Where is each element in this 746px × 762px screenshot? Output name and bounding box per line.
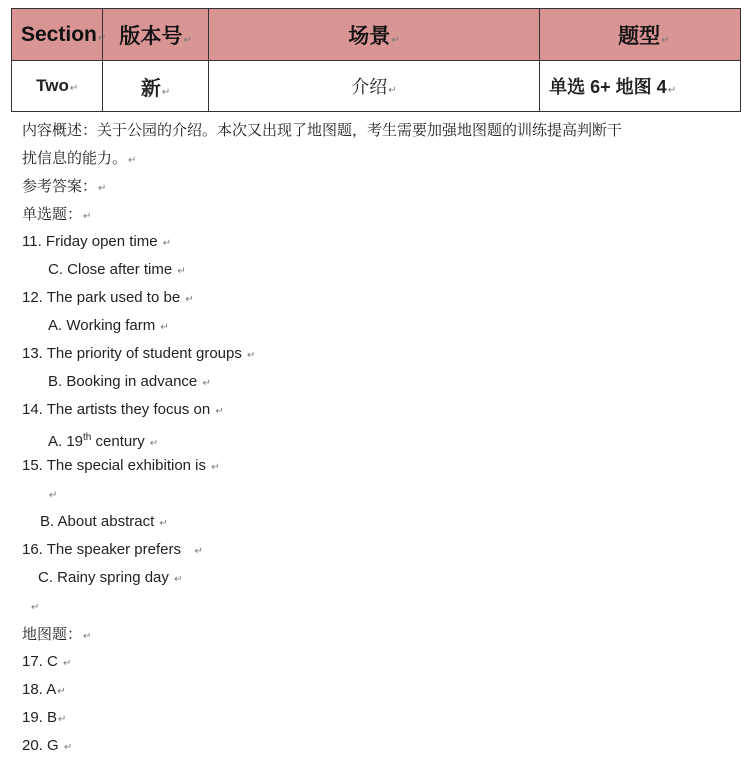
map-title: 地图题：↵: [22, 625, 92, 643]
cell-version: 新↵: [103, 61, 208, 112]
answers-title: 参考答案：↵: [22, 177, 107, 195]
empty-paragraph: ↵: [49, 490, 58, 501]
answer-12: A. Working farm ↵: [48, 317, 169, 334]
question-15: 15. The special exhibition is ↵: [22, 457, 220, 474]
single-choice-title: 单选题：↵: [22, 205, 92, 223]
header-scene: 场景↵: [208, 9, 539, 61]
table-row: [12, 61, 741, 112]
map-answer-18: 18. A↵: [22, 681, 66, 698]
question-12: 12. The park used to be ↵: [22, 289, 194, 306]
question-11: 11. Friday open time ↵: [22, 233, 172, 250]
info-table: [11, 8, 741, 112]
answer-13: B. Booking in advance ↵: [48, 373, 211, 390]
question-13: 13. The priority of student groups ↵: [22, 345, 256, 362]
cell-type: 单选 6+ 地图 4↵: [540, 61, 741, 112]
answer-16: C. Rainy spring day ↵: [38, 569, 183, 586]
map-answer-20: 20. G ↵: [22, 737, 73, 754]
header-version: 版本号↵: [103, 9, 208, 61]
answer-15: B. About abstract ↵: [40, 513, 168, 530]
answer-content: [22, 116, 722, 760]
map-answer-17: 17. C ↵: [22, 653, 72, 670]
empty-paragraph: ↵: [31, 602, 40, 613]
question-16: 16. The speaker prefers ↵: [22, 541, 203, 558]
summary-line: 内容概述：关于公园的介绍。本次又出现了地图题，考生需要加强地图题的训练提高判断干: [22, 121, 623, 139]
table-header-row: [12, 9, 741, 61]
header-type: 题型↵: [540, 9, 741, 61]
cell-scene: 介绍↵: [208, 61, 539, 112]
answer-11: C. Close after time ↵: [48, 261, 186, 278]
answer-14: A. 19th century ↵: [48, 432, 159, 450]
map-answer-19: 19. B↵: [22, 709, 67, 726]
cell-section: Two↵: [12, 61, 103, 112]
summary-line: 扰信息的能力。↵: [22, 149, 137, 167]
header-section: Section↵: [12, 9, 103, 61]
question-14: 14. The artists they focus on ↵: [22, 401, 224, 418]
